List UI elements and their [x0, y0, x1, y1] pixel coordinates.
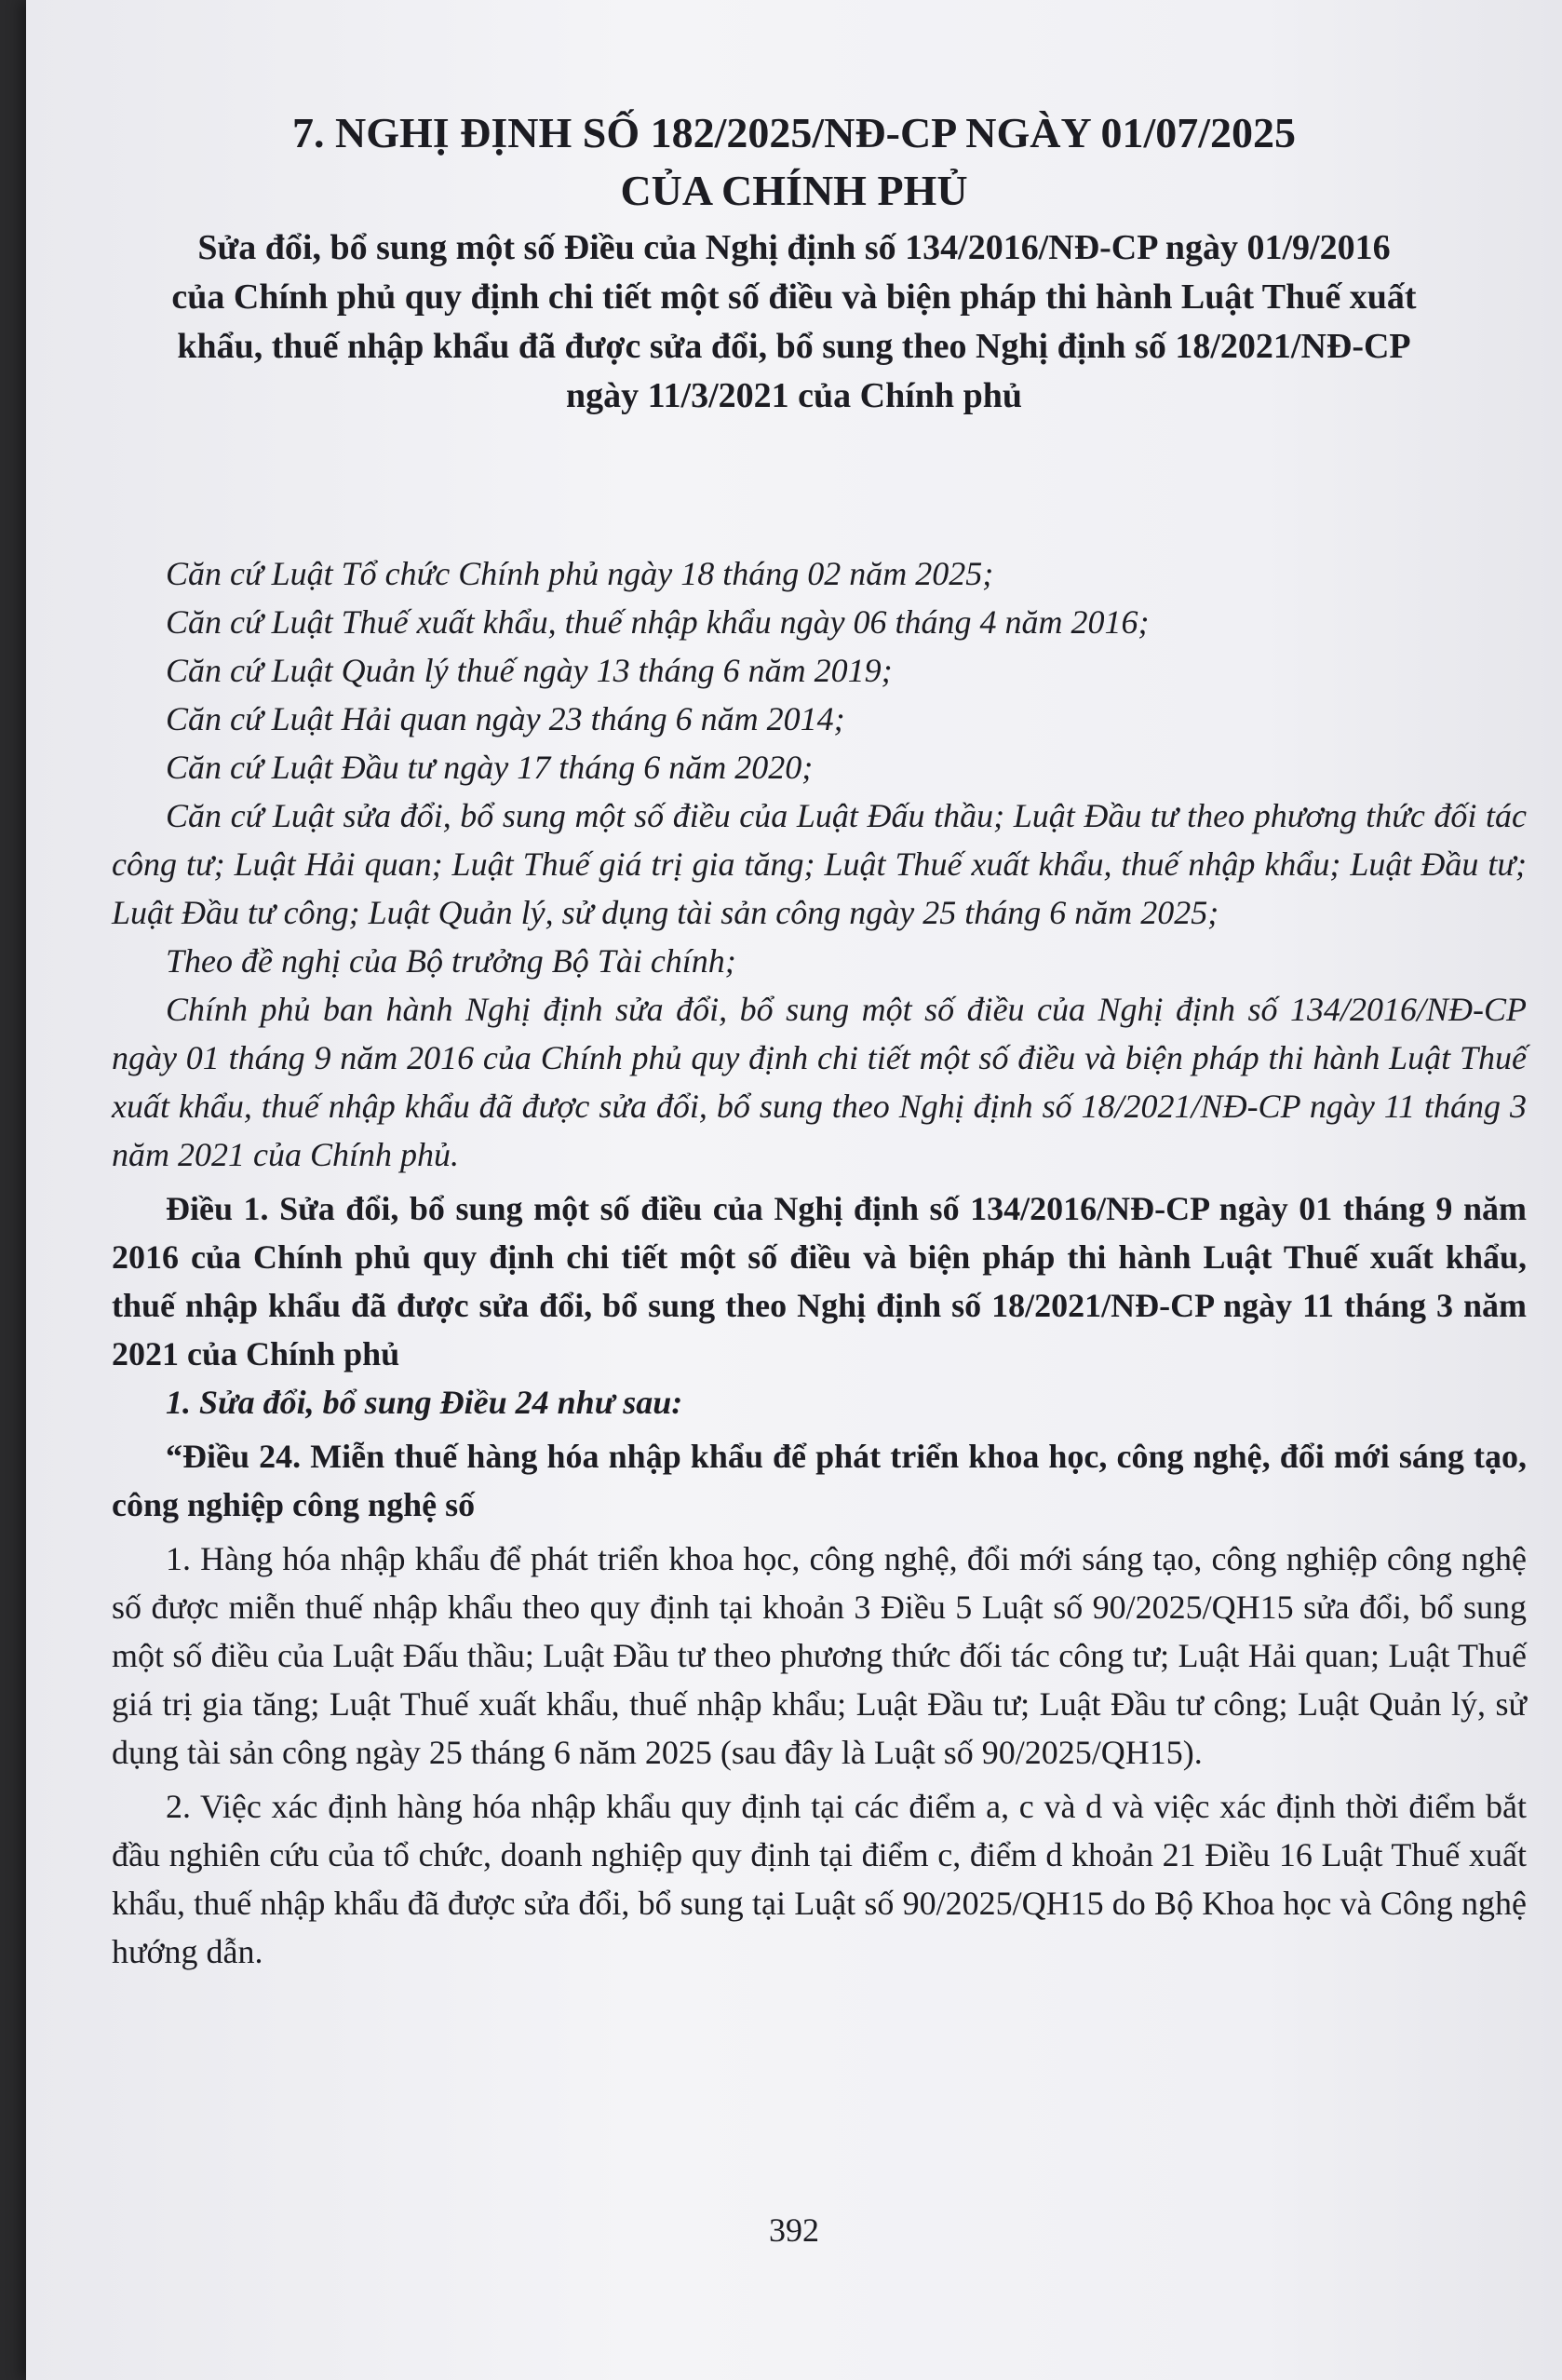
- article-24-heading: “Điều 24. Miễn thuế hàng hóa nhập khẩu để phát triển khoa học, công nghệ, đổi mới sáng tạo, công nghiệp công nghệ số: [112, 1438, 1527, 1523]
- document-body: [112, 549, 1527, 1976]
- document-page: [26, 0, 1562, 2380]
- preamble-line: Chính phủ ban hành Nghị định sửa đổi, bổ sung một số điều của Nghị định số 134/2016/NĐ-CP ngày 01 tháng 9 năm 2016 của Chính phủ quy định chi tiết một số điều và biện pháp thi hành Luật Thuế xuất khẩu, thuế nhập khẩu đã được sửa đổi, bổ sung theo Nghị định số 18/2021/NĐ-CP ngày 11 tháng 3 năm 2021 của Chính phủ.: [112, 991, 1527, 1173]
- preamble-line: Căn cứ Luật Quản lý thuế ngày 13 tháng 6 năm 2019;: [166, 652, 893, 689]
- document-header: [26, 104, 1562, 421]
- preamble-line: Căn cứ Luật Hải quan ngày 23 tháng 6 năm 2014;: [166, 700, 845, 737]
- clause-1-heading: 1. Sửa đổi, bổ sung Điều 24 như sau:: [166, 1384, 683, 1421]
- preamble-line: Căn cứ Luật Thuế xuất khẩu, thuế nhập khẩu ngày 06 tháng 4 năm 2016;: [166, 603, 1150, 641]
- article-24-paragraph-2: 2. Việc xác định hàng hóa nhập khẩu quy định tại các điểm a, c và d và việc xác định thời điểm bắt đầu nghiên cứu của tổ chức, doanh nghiệp quy định tại điểm c, điểm d khoản 21 Điều 16 Luật Thuế xuất khẩu, thuế nhập khẩu đã được sửa đổi, bổ sung tại Luật số 90/2025/QH15 do Bộ Khoa học và Công nghệ hướng dẫn.: [112, 1788, 1527, 1970]
- preamble-line: Căn cứ Luật Tổ chức Chính phủ ngày 18 tháng 02 năm 2025;: [166, 555, 994, 592]
- article-24-paragraph-1: 1. Hàng hóa nhập khẩu để phát triển khoa học, công nghệ, đổi mới sáng tạo, công nghiệp công nghệ số được miễn thuế nhập khẩu theo quy định tại khoản 3 Điều 5 Luật số 90/2025/QH15 sửa đổi, bổ sung một số điều của Luật Đấu thầu; Luật Đầu tư theo phương thức đối tác công tư; Luật Hải quan; Luật Thuế giá trị gia tăng; Luật Thuế xuất khẩu, thuế nhập khẩu; Luật Đầu tư; Luật Đầu tư công; Luật Quản lý, sử dụng tài sản công ngày 25 tháng 6 năm 2025 (sau đây là Luật số 90/2025/QH15).: [112, 1540, 1527, 1771]
- preamble-line: Căn cứ Luật sửa đổi, bổ sung một số điều của Luật Đấu thầu; Luật Đầu tư theo phương thức đối tác công tư; Luật Hải quan; Luật Thuế giá trị gia tăng; Luật Thuế xuất khẩu, thuế nhập khẩu; Luật Đầu tư; Luật Đầu tư công; Luật Quản lý, sử dụng tài sản công ngày 25 tháng 6 năm 2025;: [112, 797, 1527, 931]
- decree-title: 7. NGHỊ ĐỊNH SỐ 182/2025/NĐ-CP NGÀY 01/07/2025: [291, 109, 1297, 156]
- preamble-line: Căn cứ Luật Đầu tư ngày 17 tháng 6 năm 2020;: [166, 749, 814, 786]
- page-number: 392: [769, 2211, 819, 2249]
- issuer-title: CỦA CHÍNH PHỦ: [620, 167, 968, 214]
- article-1-heading: Điều 1. Sửa đổi, bổ sung một số điều của Nghị định số 134/2016/NĐ-CP ngày 01 tháng 9 năm 2016 của Chính phủ quy định chi tiết một số điều và biện pháp thi hành Luật Thuế xuất khẩu, thuế nhập khẩu đã được sửa đổi, bổ sung theo Nghị định số 18/2021/NĐ-CP ngày 11 tháng 3 năm 2021 của Chính phủ: [112, 1190, 1527, 1373]
- preamble-line: Theo đề nghị của Bộ trưởng Bộ Tài chính;: [166, 942, 736, 980]
- decree-subtitle: Sửa đổi, bổ sung một số Điều của Nghị định số 134/2016/NĐ-CP ngày 01/9/2016 của Chính phủ quy định chi tiết một số điều và biện pháp thi hành Luật Thuế xuất khẩu, thuế nhập khẩu đã được sửa đổi, bổ sung theo Nghị định số 18/2021/NĐ-CP ngày 11/3/2021 của Chính phủ: [171, 228, 1417, 415]
